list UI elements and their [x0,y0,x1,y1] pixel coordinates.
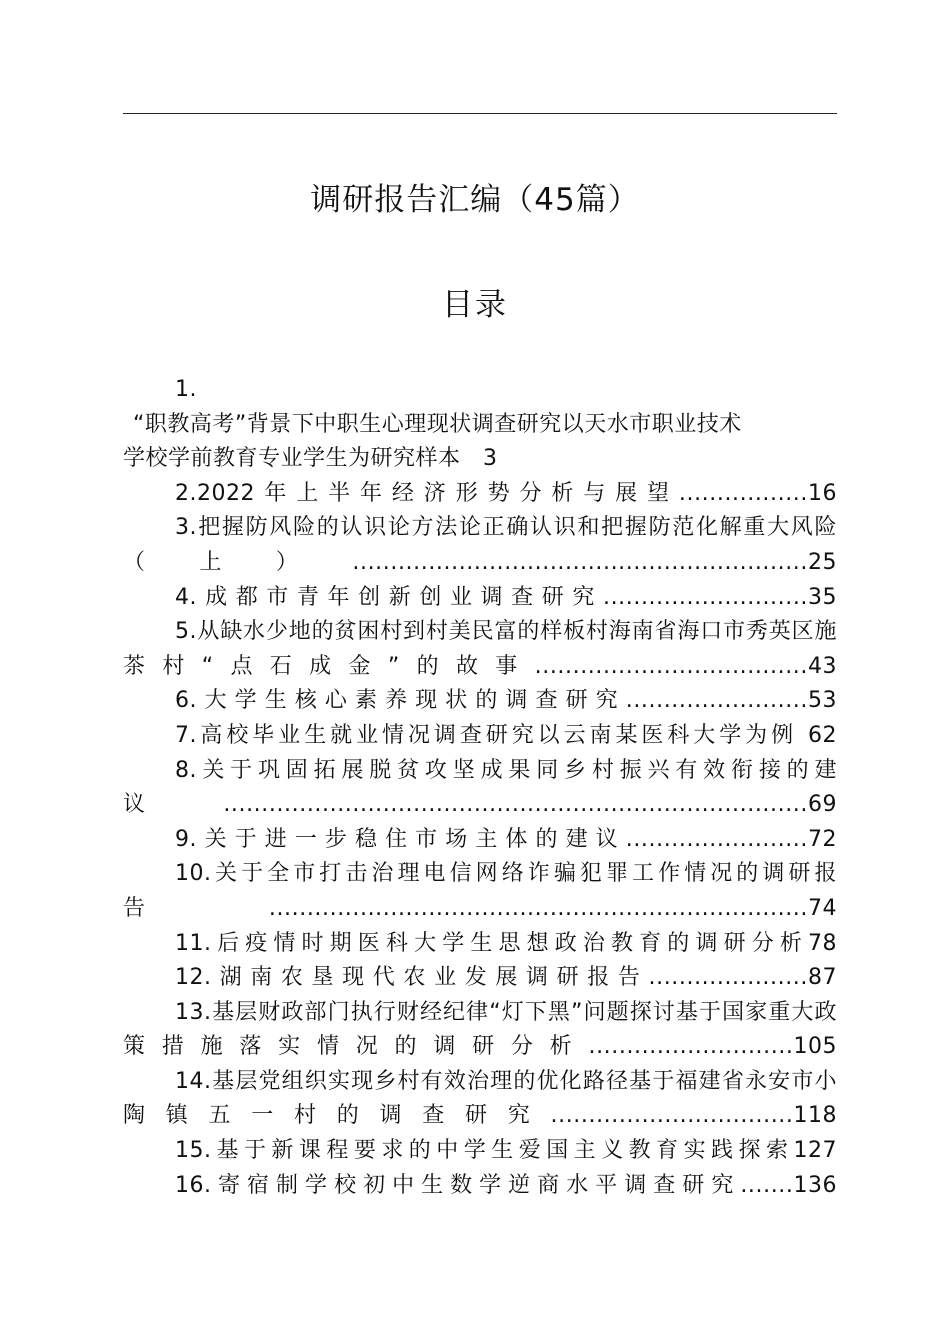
toc-entry-title: 11.后疫情时期医科大学生思想政治教育的调研分析 [175,930,808,956]
toc-entry-page: 105 [793,1034,837,1060]
toc-entry-title: 10.关于全市打击治理电信网络诈骗犯罪工作情况的调研报告 [123,861,837,921]
toc-leader-dots: ....................................................................... [268,895,808,921]
toc-entry-title: 3.把握防风险的认识论方法论正确认识和把握防范化解重大风险（上） [123,515,837,575]
document-title: 调研报告汇编（45篇） [310,182,640,218]
toc-entry-3[interactable] [123,511,837,580]
toc-leader-dots: ................. [678,480,808,506]
toc-entry-11[interactable] [123,927,837,962]
toc-entry-number: 1. [175,377,197,402]
toc-entry-12[interactable] [123,961,837,996]
toc-entry-page: 16 [808,480,837,506]
toc-entry-10[interactable] [123,857,837,926]
toc-entry-14[interactable] [123,1065,837,1134]
toc-entry-page: 53 [808,688,837,714]
toc-leader-dots: ............................................................ [352,549,808,575]
toc-entry-title: 7.高校毕业生就业情况调查研究以云南某医科大学为例 [175,722,798,748]
toc-entry-title: 15.基于新课程要求的中学生爱国主义教育实践探索 [175,1138,794,1164]
toc-heading: 目录 [442,287,508,323]
toc-entry-page: 43 [808,653,837,679]
table-of-contents [123,373,837,1203]
toc-entry-title-cont: 学校学前教育专业学生为研究样本 [123,446,461,472]
toc-entry-title: 4.成都市青年创新创业调查研究 [175,584,603,610]
toc-entry-16[interactable] [123,1169,837,1204]
toc-entry-page: 62 [808,722,837,748]
toc-entry-8[interactable] [123,754,837,823]
toc-entry-title: 13.基层财政部门执行财经纪律“灯下黑”问题探讨基于国家重大政策措施落实情况的调研分析 [123,999,837,1060]
toc-leader-dots: ................................ [550,1103,794,1129]
toc-entry-4[interactable] [123,581,837,616]
toc-leader-dots: ............................................................................. [223,792,808,818]
toc-entry-page: 72 [808,826,837,852]
toc-leader-dots: ..................... [648,965,808,991]
toc-entry-1[interactable] [123,373,837,477]
toc-entry-13[interactable] [123,996,837,1065]
toc-entry-7[interactable] [123,719,837,754]
toc-entry-title: 16.寄宿制学校初中生数学逆商水平调查研究 [175,1172,741,1198]
toc-entry-title: 12.湖南农垦现代农业发展调研报告 [175,965,649,991]
toc-leader-dots: ........................ [625,688,808,714]
toc-entry-title: 14.基层党组织实现乡村有效治理的优化路径基于福建省永安市小陶镇五一村的调查研究 [123,1068,837,1129]
header-rule [123,113,837,114]
toc-entry-2[interactable] [123,477,837,512]
toc-entry-page: 35 [808,584,837,610]
toc-entry-page: 74 [808,895,837,921]
toc-leader-dots: ........................... [588,1034,794,1060]
toc-entry-page: 25 [808,549,837,575]
toc-entry-15[interactable] [123,1134,837,1169]
toc-entry-title: 9.关于进一步稳住市场主体的建议 [175,826,626,852]
toc-entry-page: 78 [808,930,837,956]
toc-entry-title: 6.大学生核心素养现状的调查研究 [175,688,626,714]
toc-entry-page: 136 [793,1172,837,1198]
toc-entry-page: 118 [793,1103,837,1129]
toc-leader-dots: ........................ [625,826,808,852]
toc-entry-title: 8.关于巩固拓展脱贫攻坚成果同乡村振兴有效衔接的建议 [123,757,837,818]
toc-entry-title: “职教高考”背景下中职生心理现状调查研究以天水市职业技术 [133,411,742,437]
toc-entry-title: 5.从缺水少地的贫困村到村美民富的样板村海南省海口市秀英区施茶村“点石成金”的故事 [123,619,837,679]
toc-entry-page: 87 [808,965,837,991]
toc-leader-dots: ....... [740,1172,794,1198]
toc-entry-9[interactable] [123,823,837,858]
toc-entry-page: 69 [808,792,837,818]
toc-entry-page: 127 [793,1138,837,1164]
toc-entry-6[interactable] [123,684,837,719]
toc-entry-title: 2.2022年上半年经济形势分析与展望 [175,480,679,506]
toc-leader-dots: ........................... [602,584,808,610]
toc-entry-5[interactable] [123,615,837,684]
toc-leader-dots: .................................... [534,653,808,679]
toc-entry-page: 3 [483,446,498,472]
